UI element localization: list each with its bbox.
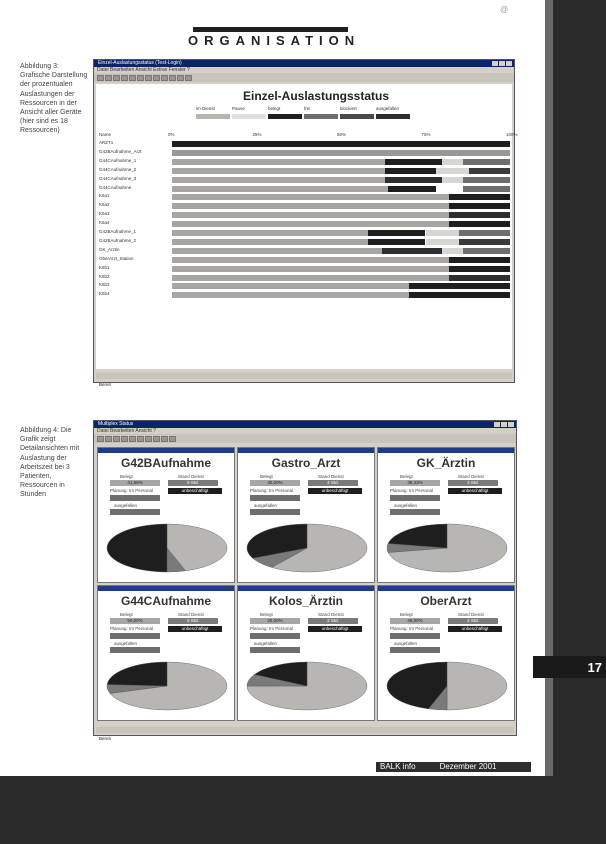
label-stand: Stand Dienst [178, 612, 204, 617]
bar-segment [382, 248, 443, 254]
chart-title: Einzel-Auslastungsstatus [242, 89, 390, 103]
legend-swatch [268, 114, 302, 119]
axis-tick-label: 75% [421, 132, 431, 137]
figure-caption-1: Abbildung 3: Grafische Darstellung der prozentualen Auslastungen der Ressourcen in der Ansicht aller Geräte (hier sind es 18 Ressourcen) [20, 63, 88, 135]
label-belegt: Belegt [120, 612, 133, 617]
value-bar [390, 633, 440, 639]
row-label: G44CAufnahme_3 [99, 175, 137, 181]
footer-brand: BALK info [380, 762, 416, 771]
label-ausgefallen: ausgefallen [394, 503, 418, 508]
label-ausgefallen: ausgefallen [114, 641, 138, 646]
value-percent: 45,00% [390, 618, 440, 624]
bar-segment [172, 203, 449, 209]
footer-date: Dezember 2001 [439, 762, 497, 771]
toolbar-button[interactable] [169, 436, 176, 442]
pie-chart [382, 658, 512, 718]
bar-segment [172, 230, 368, 236]
figure-caption-2: Abbildung 4: Die Grafik zeigt Detailansichten mit Auslastung der Arbeitszeit bei 3 Patienten, Ressourcen in Stunden [20, 427, 80, 499]
toolbar-button[interactable] [137, 75, 144, 81]
bar-segment [426, 239, 460, 245]
pie-slice [447, 662, 507, 710]
label-ausgefallen: ausgefallen [394, 641, 418, 646]
chart-area [96, 84, 518, 369]
row-label: K6b1 [99, 264, 110, 270]
value-bar [390, 495, 440, 501]
value-bar [110, 509, 160, 515]
bar-segment [172, 194, 449, 200]
legend-label: blockiert [340, 106, 357, 111]
status-panel[interactable] [237, 585, 375, 721]
bar-segment [172, 248, 382, 254]
status-panel[interactable] [237, 447, 375, 583]
label-planung: Planung: Im Personal [390, 488, 434, 493]
value-unbeschaeftigt: unbeschäftigt [168, 488, 222, 494]
row-label: GK_Arztin [99, 246, 120, 252]
toolbar-button[interactable] [153, 436, 160, 442]
bar-segment [463, 186, 510, 192]
toolbar-button[interactable] [145, 436, 152, 442]
toolbar [94, 434, 516, 443]
pie-slice [107, 524, 167, 572]
bar-segment [172, 168, 385, 174]
panel-titlebar[interactable] [238, 586, 374, 591]
pie-chart [102, 520, 232, 580]
row-label: K6a3 [99, 211, 110, 217]
pie-chart [102, 658, 232, 718]
row-label: K6a4 [99, 220, 110, 226]
bar-segment [246, 141, 510, 147]
bar-segment [463, 248, 510, 254]
footer [376, 762, 531, 772]
bar-segment [442, 248, 462, 254]
value-hours: 4 Std. [448, 618, 498, 624]
row-label: K6b3 [99, 282, 110, 288]
bar-segment [459, 230, 510, 236]
toolbar-button[interactable] [153, 75, 160, 81]
bar-segment [172, 159, 385, 165]
bar-segment [368, 230, 425, 236]
utilization-window [93, 59, 518, 387]
window-titlebar[interactable] [94, 60, 514, 67]
bar-segment [172, 212, 449, 218]
bar-segment [172, 221, 449, 227]
bar-segment [449, 194, 510, 200]
window-titlebar[interactable] [94, 421, 516, 428]
label-ausgefallen: ausgefallen [114, 503, 138, 508]
label-belegt: Belegt [120, 474, 133, 479]
label-planung: Planung: Im Personal [250, 488, 294, 493]
toolbar-button[interactable] [97, 436, 104, 442]
toolbar-button[interactable] [177, 75, 184, 81]
close-icon[interactable] [506, 61, 512, 66]
panel-title: G44CAufnahme [120, 594, 212, 608]
legend-label: Pause [232, 106, 245, 111]
panel-title: Gastro_Arzt [271, 456, 341, 470]
bar-segment [449, 203, 510, 209]
bar-segment [172, 186, 388, 192]
legend-swatch [340, 114, 374, 119]
header-rule [193, 27, 348, 32]
bar-segment [442, 159, 462, 165]
value-bar [110, 647, 160, 653]
label-ausgefallen: ausgefallen [254, 641, 278, 646]
corner-mark: @ [500, 5, 509, 14]
bar-segment [172, 283, 409, 289]
axis-tick-label: 25% [252, 132, 262, 137]
pie-chart [242, 520, 372, 580]
panel-title: GK_Ärztin [416, 456, 476, 470]
bar-segment [385, 159, 442, 165]
value-percent: 40,00% [250, 480, 300, 486]
toolbar-button[interactable] [113, 75, 120, 81]
toolbar-button[interactable] [161, 75, 168, 81]
status-panel[interactable] [377, 447, 515, 583]
status-panel[interactable] [377, 585, 515, 721]
label-belegt: Belegt [400, 474, 413, 479]
value-percent: 50,00% [110, 618, 160, 624]
pie-chart [382, 520, 512, 580]
label-stand: Stand Dienst [318, 474, 344, 479]
toolbar-button[interactable] [105, 75, 112, 81]
value-unbeschaeftigt: unbeschäftigt [448, 488, 502, 494]
row-label: G42BAufnahme_1 [99, 229, 137, 234]
bar-segment [385, 168, 436, 174]
status-bar [96, 727, 514, 741]
window-title: Multiplex Status [98, 421, 134, 427]
label-stand: Stand Dienst [458, 474, 484, 479]
toolbar-button[interactable] [161, 436, 168, 442]
column-header: Name [99, 132, 112, 137]
menu-bar[interactable]: Datei Bearbeiten Ansicht ? [94, 428, 516, 434]
bar-segment [449, 221, 510, 227]
pie-chart [242, 658, 372, 718]
window-controls [494, 421, 516, 428]
axis-tick-label: 0% [168, 132, 175, 137]
bar-segment [368, 239, 425, 245]
row-label: G44CAufnahme [99, 184, 132, 190]
bar-segment [459, 239, 510, 245]
label-belegt: Belegt [260, 612, 273, 617]
bar-segment [449, 275, 510, 281]
label-ausgefallen: ausgefallen [254, 503, 278, 508]
legend-swatch [232, 114, 266, 119]
bar-segment [172, 141, 246, 147]
row-label: K6a2 [99, 202, 110, 208]
maximize-icon[interactable] [499, 61, 505, 66]
value-bar [250, 495, 300, 501]
panel-titlebar[interactable] [238, 448, 374, 453]
panel-titlebar[interactable] [98, 448, 234, 453]
value-bar [110, 495, 160, 501]
bar-segment [449, 266, 510, 272]
row-label: G42BAufnahme_2 [99, 237, 137, 243]
value-hours: 4 Std. [308, 480, 358, 486]
toolbar-button[interactable] [97, 75, 104, 81]
page-title: ORGANISATION [188, 33, 361, 48]
status-bar [96, 373, 512, 387]
bar-segment [449, 257, 510, 263]
legend-swatch [196, 114, 230, 119]
value-bar [390, 509, 440, 515]
pie-slice [107, 662, 167, 686]
toolbar-button[interactable] [169, 75, 176, 81]
bar-segment [172, 177, 385, 183]
row-label: ARZT1 [99, 140, 114, 145]
value-unbeschaeftigt: unbeschäftigt [308, 626, 362, 632]
multiplex-window [93, 420, 517, 741]
legend-label: im Dienst [196, 106, 215, 111]
value-hours: 2 Std. [308, 618, 358, 624]
bar-segment [449, 212, 510, 218]
value-percent: 38,33% [390, 480, 440, 486]
panel-title: OberArzt [420, 594, 472, 608]
label-planung: Planung: Im Personal [390, 626, 434, 631]
page-edge-right [553, 0, 606, 844]
window-controls [492, 60, 514, 67]
panel-titlebar[interactable] [378, 448, 514, 453]
value-bar [250, 647, 300, 653]
label-stand: Stand Dienst [458, 612, 484, 617]
menu-bar[interactable]: Datei Bearbeiten Ansicht Extras Fenster ? [94, 67, 514, 73]
bar-segment [463, 159, 510, 165]
bar-segment [385, 177, 442, 183]
toolbar-button[interactable] [129, 436, 136, 442]
legend-swatch [376, 114, 410, 119]
bar-segment [436, 168, 470, 174]
value-hours: 5 Std. [168, 618, 218, 624]
toolbar-button[interactable] [137, 436, 144, 442]
value-hours: 5 Std. [168, 480, 218, 486]
row-label: G44CAufnahme_1 [99, 157, 137, 163]
label-belegt: Belegt [400, 612, 413, 617]
status-panel[interactable] [97, 447, 235, 583]
toolbar-button[interactable] [129, 75, 136, 81]
bar-segment [436, 186, 463, 192]
value-unbeschaeftigt: unbeschäftigt [308, 488, 362, 494]
close-icon[interactable] [508, 422, 514, 427]
toolbar-button[interactable] [145, 75, 152, 81]
label-stand: Stand Dienst [318, 612, 344, 617]
value-bar [110, 633, 160, 639]
row-label: K6b4 [99, 291, 110, 297]
value-unbeschaeftigt: unbeschäftigt [448, 626, 502, 632]
bar-segment [469, 168, 510, 174]
axis-tick-label: 50% [337, 132, 347, 137]
axis-tick-label: 100% [506, 132, 518, 137]
panel-title: Kolos_Ärztin [268, 594, 343, 608]
bar-segment [409, 292, 510, 298]
status-text: Bereit [99, 382, 111, 387]
value-bar [250, 509, 300, 515]
toolbar-button[interactable] [105, 436, 112, 442]
bar-segment [442, 177, 462, 183]
label-planung: Planung: Im Personal [110, 626, 154, 631]
bar-segment [409, 283, 510, 289]
value-unbeschaeftigt: unbeschäftigt [168, 626, 222, 632]
toolbar-button[interactable] [113, 436, 120, 442]
page-edge-bottom [0, 776, 606, 844]
panel-titlebar[interactable] [378, 586, 514, 591]
row-label: OberArzt_Station [99, 255, 134, 261]
value-percent: 25,00% [250, 618, 300, 624]
legend-label: ausgefallen [376, 106, 400, 111]
bar-segment [172, 266, 449, 272]
toolbar [94, 73, 514, 82]
legend-swatch [304, 114, 338, 119]
row-label: G44CAufnahme_2 [99, 166, 137, 172]
row-label: G42BAufnahme_Arzt [99, 148, 142, 154]
bar-segment [172, 239, 368, 245]
toolbar-button[interactable] [185, 75, 192, 81]
bar-segment [172, 150, 510, 156]
label-stand: Stand Dienst [178, 474, 204, 479]
panel-title: G42BAufnahme [120, 456, 212, 470]
maximize-icon[interactable] [501, 422, 507, 427]
label-planung: Planung: Im Personal [110, 488, 154, 493]
row-label: K6a1 [99, 193, 110, 199]
bar-segment [172, 257, 449, 263]
toolbar-button[interactable] [121, 75, 128, 81]
value-percent: 41,66% [110, 480, 160, 486]
bar-segment [463, 177, 510, 183]
window-title: Einzel-Auslastungsstatus (Test-Login) [98, 60, 182, 66]
toolbar-button[interactable] [121, 436, 128, 442]
bar-segment [172, 292, 409, 298]
row-label: K6b2 [99, 273, 110, 279]
bar-segment [388, 186, 435, 192]
legend-label: belegt [268, 106, 281, 111]
minimize-icon[interactable] [494, 422, 500, 427]
label-planung: Planung: Im Personal [250, 626, 294, 631]
legend-label: frei [304, 106, 311, 111]
bar-segment [172, 275, 449, 281]
minimize-icon[interactable] [492, 61, 498, 66]
panel-titlebar[interactable] [98, 586, 234, 591]
bar-segment [426, 230, 460, 236]
value-bar [250, 633, 300, 639]
value-hours: 3 Std. [448, 480, 498, 486]
status-text: Bereit [99, 736, 111, 741]
status-panel[interactable] [97, 585, 235, 721]
label-belegt: Belegt [260, 474, 273, 479]
value-bar [390, 647, 440, 653]
page-number: 17 [533, 656, 606, 678]
